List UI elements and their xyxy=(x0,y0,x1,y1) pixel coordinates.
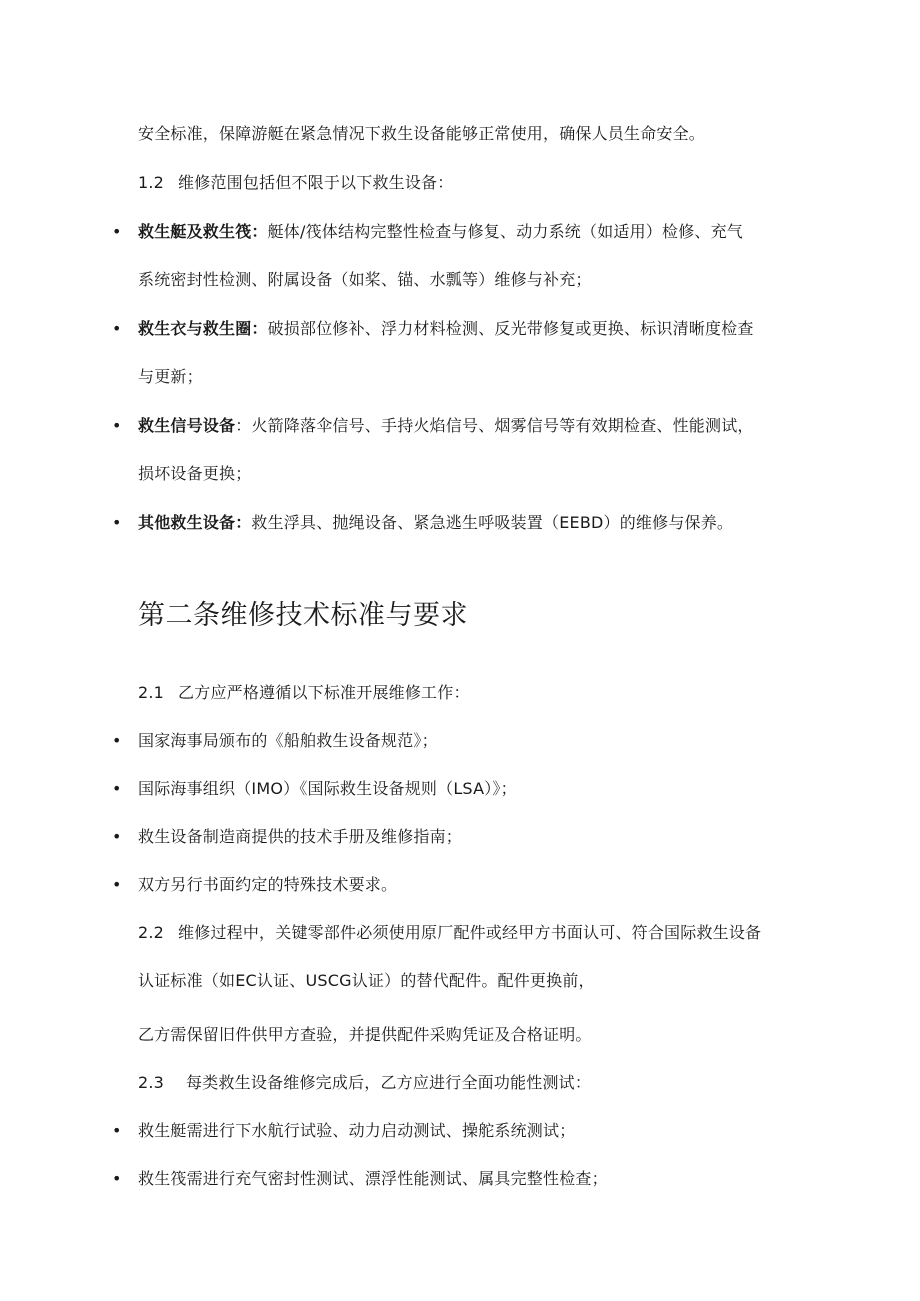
clause-1-2 xyxy=(138,172,453,194)
bullet-icon: • xyxy=(112,513,122,532)
clause-number: 2.1 xyxy=(138,683,165,702)
section-heading: 第二条维修技术标准与要求 xyxy=(138,600,468,631)
clause-text: 维修过程中，关键零部件必须使用原厂配件或经甲方书面认可、符合国际救生设备 xyxy=(178,923,762,942)
standard-item: 国家海事局颁布的《船舶救生设备规范》； xyxy=(138,731,438,750)
clause-text: 乙方应严格遵循以下标准开展维修工作： xyxy=(178,683,470,702)
intro-paragraph-tail: 安全标准，保障游艇在紧急情况下救生设备能够正常使用，确保人员生命安全。 xyxy=(138,124,706,143)
bullet-icon: • xyxy=(112,779,122,798)
bullet-other-line1 xyxy=(138,512,733,534)
bullet-icon: • xyxy=(112,1121,122,1140)
bullet-icon: • xyxy=(112,827,122,846)
bullet-lifeboat-line2: 系统密封性检测、附属设备（如桨、锚、水瓢等）维修与补充； xyxy=(138,270,592,289)
clause-text: 维修范围包括但不限于以下救生设备： xyxy=(178,173,454,192)
bullet-term: 其他救生设备： xyxy=(138,513,252,532)
standard-item: 国际海事组织（IMO）《国际救生设备规则（LSA）》； xyxy=(138,779,517,798)
bullet-icon: • xyxy=(112,319,122,338)
clause-number: 2.3 xyxy=(138,1073,165,1092)
standard-item: 双方另行书面约定的特殊技术要求。 xyxy=(138,875,398,894)
bullet-icon: • xyxy=(112,731,122,750)
clause-number: 1.2 xyxy=(138,173,165,192)
bullet-signal-line2: 损坏设备更换； xyxy=(138,464,252,483)
bullet-term: 救生艇及救生筏： xyxy=(138,222,268,241)
clause-2-2-line3: 乙方需保留旧件供甲方查验，并提供配件采购凭证及合格证明。 xyxy=(138,1025,592,1044)
bullet-text: 破损部位修补、浮力材料检测、反光带修复或更换、标识清晰度检查 xyxy=(267,319,754,338)
bullet-term: 救生衣与救生圈： xyxy=(138,319,268,338)
bullet-term: 救生信号设备 xyxy=(138,416,236,435)
clause-2-2-line1 xyxy=(138,922,761,944)
clause-2-2-line2: 认证标准（如EC认证、USCG认证）的替代配件。配件更换前， xyxy=(138,971,595,990)
clause-text: 每类救生设备维修完成后，乙方应进行全面功能性测试： xyxy=(186,1073,592,1092)
bullet-icon: • xyxy=(112,222,122,241)
bullet-signal-line1 xyxy=(138,415,754,437)
bullet-lifeboat-line1 xyxy=(138,221,743,243)
test-item: 救生艇需进行下水航行试验、动力启动测试、操舵系统测试； xyxy=(138,1121,576,1140)
clause-2-3 xyxy=(138,1072,591,1094)
bullet-lifejacket-line1 xyxy=(138,318,754,340)
clause-2-1 xyxy=(138,682,470,704)
bullet-icon: • xyxy=(112,416,122,435)
standard-item: 救生设备制造商提供的技术手册及维修指南； xyxy=(138,827,463,846)
bullet-lifejacket-line2: 与更新； xyxy=(138,367,203,386)
bullet-icon: • xyxy=(112,1169,122,1188)
bullet-text: 救生浮具、抛绳设备、紧急逃生呼吸装置（EEBD）的维修与保养。 xyxy=(251,513,734,532)
bullet-text: 艇体/筏体结构完整性检查与修复、动力系统（如适用）检修、充气 xyxy=(267,222,744,241)
bullet-icon: • xyxy=(112,875,122,894)
clause-number: 2.2 xyxy=(138,923,165,942)
test-item: 救生筏需进行充气密封性测试、漂浮性能测试、属具完整性检查； xyxy=(138,1169,608,1188)
bullet-text: ：火箭降落伞信号、手持火焰信号、烟雾信号等有效期检查、性能测试， xyxy=(235,416,754,435)
